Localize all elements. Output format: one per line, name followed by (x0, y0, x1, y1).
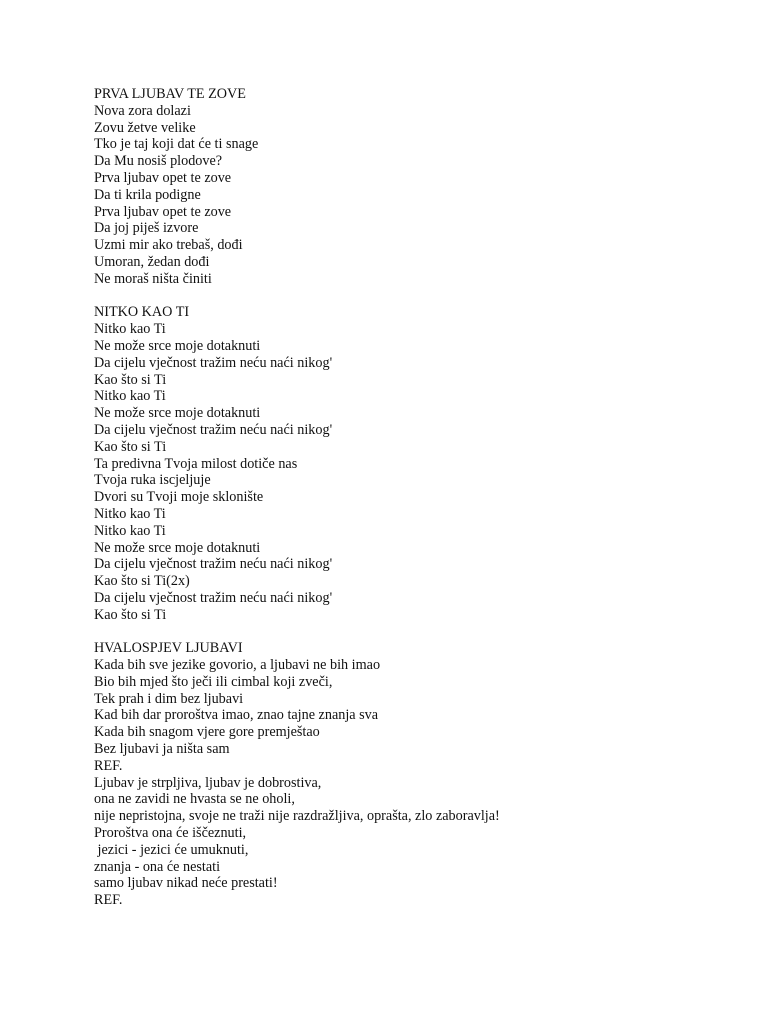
song-title: HVALOSPJEV LJUBAVI (94, 640, 243, 657)
lyric-line: Prva ljubav opet te zove (94, 169, 232, 186)
lyric-line: Kad bih dar proroštva imao, znao tajne znanja sva (94, 707, 379, 724)
lyric-line: Tvoja ruka iscjeljuje (94, 472, 211, 489)
lyric-line: Kao što si Ti (94, 606, 167, 623)
lyric-line: Kao što si Ti (94, 438, 167, 455)
refrain-marker: REF. (94, 892, 123, 909)
lyric-line: Ta predivna Tvoja milost dotiče nas (94, 455, 298, 472)
lyric-line: Nitko kao Ti (94, 505, 166, 522)
lyric-line: Bez ljubavi ja ništa sam (94, 741, 230, 758)
lyric-line: Ljubav je strpljiva, ljubav je dobrostiva, (94, 774, 322, 791)
song-title: PRVA LJUBAV TE ZOVE (94, 86, 246, 102)
lyric-line: Zovu žetve velike (94, 119, 196, 136)
lyric-line: Kada bih snagom vjere gore premještao (94, 724, 320, 741)
lyric-line: Nitko kao Ti (94, 321, 166, 338)
lyric-line: samo ljubav nikad neće prestati! (94, 875, 278, 892)
lyric-line: Da Mu nosiš plodove? (94, 153, 223, 170)
lyric-line: Nitko kao Ti (94, 388, 166, 405)
lyric-line: Ne moraš ništa činiti (94, 270, 212, 287)
lyric-line: Umoran, žedan dođi (94, 253, 210, 270)
song-hvalospjev-ljubavi (94, 640, 744, 909)
lyric-line: ona ne zavidi ne hvasta se ne oholi, (94, 791, 295, 808)
lyric-line: Da ti krila podigne (94, 186, 201, 203)
song-prva-ljubav (94, 86, 744, 288)
lyric-line: Uzmi mir ako trebaš, dođi (94, 237, 243, 254)
lyric-line: Tko je taj koji dat će ti snage (94, 136, 259, 153)
lyric-line: znanja - ona će nestati (94, 858, 221, 875)
lyric-line: Kada bih sve jezike govorio, a ljubavi ne bih imao (94, 657, 381, 674)
lyric-line: Da cijelu vječnost tražim neću naći nikog' (94, 421, 333, 438)
lyric-line: Dvori su Tvoji moje sklonište (94, 489, 264, 506)
lyric-line: Nitko kao Ti (94, 522, 166, 539)
refrain-marker: REF. (94, 757, 123, 774)
lyrics-document (94, 86, 744, 909)
lyric-line: Proroštva ona će iščeznuti, (94, 825, 247, 842)
lyric-line: Bio bih mjed što ječi ili cimbal koji zveči, (94, 673, 333, 690)
lyric-line: Ne može srce moje dotaknuti (94, 539, 261, 556)
lyric-line: Da joj piješ izvore (94, 220, 199, 237)
lyric-line: nije nepristojna, svoje ne traži nije razdražljiva, oprašta, zlo zaboravlja! (94, 808, 500, 825)
lyric-line: Nova zora dolazi (94, 102, 191, 119)
lyric-line: Da cijelu vječnost tražim neću naći nikog' (94, 354, 333, 371)
song-title: NITKO KAO TI (94, 304, 190, 321)
lyric-line: jezici - jezici će umuknuti, (94, 841, 249, 858)
lyric-line: Tek prah i dim bez ljubavi (94, 690, 244, 707)
lyric-line: Kao što si Ti (94, 371, 167, 388)
lyric-line: Da cijelu vječnost tražim neću naći nikog' (94, 589, 333, 606)
lyric-line: Ne može srce moje dotaknuti (94, 405, 261, 422)
song-nitko-kao-ti (94, 304, 744, 623)
lyric-line: Da cijelu vječnost tražim neću naći nikog' (94, 556, 333, 573)
lyric-line: Kao što si Ti(2x) (94, 573, 190, 590)
lyric-line: Ne može srce moje dotaknuti (94, 337, 261, 354)
lyric-line: Prva ljubav opet te zove (94, 203, 232, 220)
